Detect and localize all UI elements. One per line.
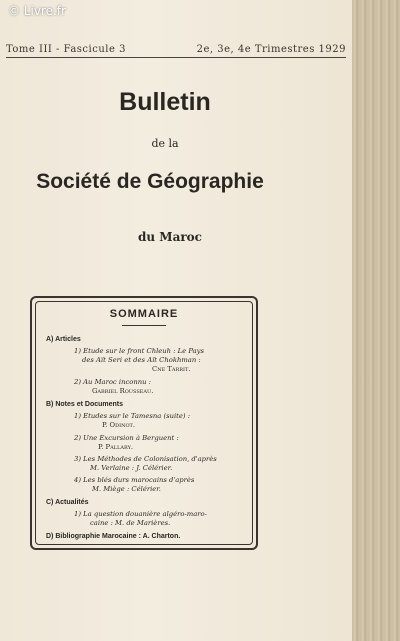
title-bulletin: Bulletin — [119, 88, 211, 116]
quarter-label: 2e, 3e, 4e Trimestres 1929 — [196, 44, 346, 55]
sommaire-rule — [122, 325, 166, 326]
entry-a1-cont: des Aït Seri et des Aït Chokhman : — [82, 356, 201, 364]
issue-header — [6, 44, 346, 58]
title-de-la: de la — [151, 137, 179, 150]
entry-c1-author: caine : M. de Marières. — [90, 519, 171, 527]
entry-c1: 1) La question douanière algéro-maro- — [74, 510, 207, 518]
entry-a1: 1) Etude sur le front Chleuh : Le Pays — [74, 347, 204, 355]
section-bibliographie: D) Bibliographie Marocaine : A. Charton. — [46, 533, 181, 540]
entry-b3: 3) Les Méthodes de Colonisation, d'après — [74, 455, 217, 463]
entry-a1-author: Cne Tarrit. — [152, 365, 191, 373]
entry-a2: 2) Au Maroc inconnu : — [74, 378, 151, 386]
section-notes: B) Notes et Documents — [46, 401, 124, 408]
entry-b2: 2) Une Excursion à Berguent : — [74, 434, 179, 442]
section-articles: A) Articles — [46, 336, 81, 343]
watermark: © Livre.fr — [8, 4, 66, 18]
entry-a2-author: Gabriel Rousseau. — [92, 387, 154, 395]
entry-b3-author: M. Verlaine : J. Célérier. — [90, 464, 173, 472]
entry-b4-author: M. Miège : Célérier. — [92, 485, 161, 493]
entry-b4: 4) Les blés durs marocains d'après — [74, 476, 195, 484]
entry-b2-author: P. Pallary. — [98, 443, 134, 451]
title-du-maroc: du Maroc — [138, 230, 202, 244]
section-actualites: C) Actualités — [46, 499, 89, 506]
sommaire-box — [30, 296, 258, 550]
title-societe: Société de Géographie — [36, 170, 264, 193]
entry-b1: 1) Etudes sur le Tamesna (suite) : — [74, 412, 191, 420]
entry-b1-author: P. Odinot. — [102, 421, 136, 429]
volume-label: Tome III - Fascicule 3 — [6, 44, 126, 55]
sommaire-title: SOMMAIRE — [109, 308, 179, 320]
page-stack-edge — [352, 0, 400, 641]
